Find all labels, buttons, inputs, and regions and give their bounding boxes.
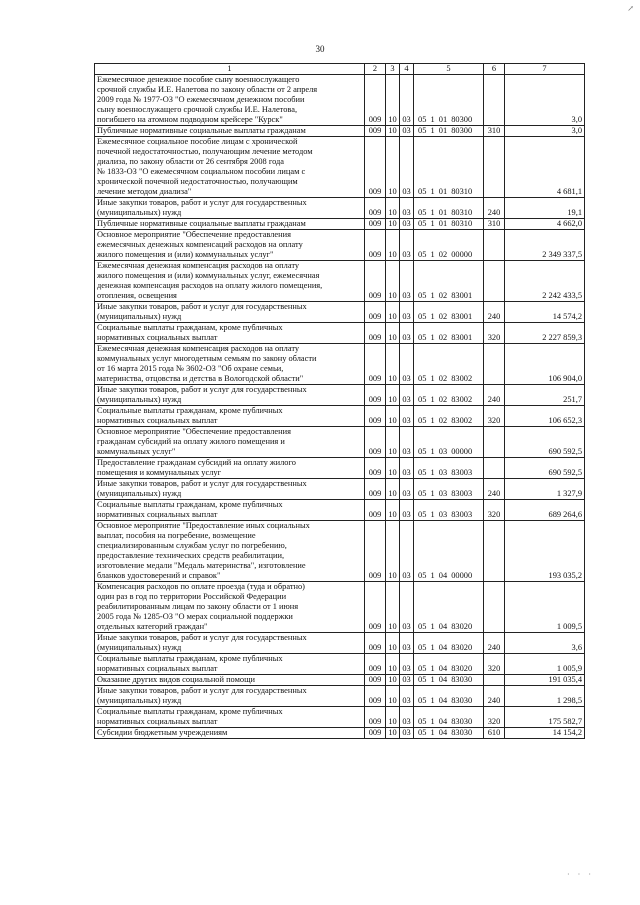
expense-type-code (484, 75, 505, 126)
subsection-code: 03 (400, 344, 414, 385)
table-row (95, 323, 585, 344)
expense-type-code: 240 (484, 302, 505, 323)
footer-mark: · · · (567, 870, 594, 879)
description-line: Иные закупки товаров, работ и услуг для государственных (97, 479, 307, 488)
section-code: 10 (386, 707, 400, 728)
table-row (95, 75, 585, 126)
amount-value: 3,0 (505, 126, 585, 137)
target-article-code: 05 1 04 83020 (414, 633, 484, 654)
subsection-code: 03 (400, 728, 414, 739)
expense-type-code (484, 521, 505, 582)
section-code: 10 (386, 75, 400, 126)
description-line: жилого помещения и (или) коммунальных услуг, ежемесячная (97, 271, 320, 280)
header-row (95, 64, 585, 75)
row-description (95, 479, 365, 500)
description-line: Ежемесячная денежная компенсация расходов на оплату (97, 344, 300, 353)
amount-value: 3,6 (505, 633, 585, 654)
row-description (95, 728, 365, 739)
table-row (95, 219, 585, 230)
ministry-code: 009 (365, 521, 386, 582)
target-article-code: 05 1 04 83020 (414, 582, 484, 633)
row-description (95, 126, 365, 137)
ministry-code: 009 (365, 686, 386, 707)
amount-value: 2 349 337,5 (505, 230, 585, 261)
row-description (95, 686, 365, 707)
ministry-code: 009 (365, 427, 386, 458)
amount-value: 4 681,1 (505, 137, 585, 198)
section-code: 10 (386, 686, 400, 707)
row-description (95, 582, 365, 633)
table-row (95, 633, 585, 654)
ministry-code: 009 (365, 385, 386, 406)
amount-value: 106 904,0 (505, 344, 585, 385)
description-line: хронической почечной недостаточностью, получающим (97, 177, 298, 186)
section-code: 10 (386, 385, 400, 406)
ministry-code: 009 (365, 406, 386, 427)
table-row (95, 261, 585, 302)
description-line: коммунальных услуг" (97, 447, 176, 456)
description-line: изготовление медали "Медаль материнства", изготовление (97, 561, 306, 570)
description-line: нормативных социальных выплат (97, 664, 218, 673)
description-line: Социальные выплаты гражданам, кроме публичных (97, 323, 283, 332)
amount-value: 1 009,5 (505, 582, 585, 633)
description-line: погибшего на атомном подводном крейсере "Курск" (97, 115, 283, 124)
subsection-code: 03 (400, 75, 414, 126)
table-row (95, 500, 585, 521)
budget-table (94, 63, 585, 739)
table-row (95, 427, 585, 458)
target-article-code: 05 1 02 83001 (414, 261, 484, 302)
description-line: гражданам субсидий на оплату жилого помещения и (97, 437, 285, 446)
target-article-code: 05 1 03 00000 (414, 427, 484, 458)
section-code: 10 (386, 137, 400, 198)
section-code: 10 (386, 406, 400, 427)
table-row (95, 137, 585, 198)
description-line: специализированным службам услуг по погребению, (97, 541, 287, 550)
target-article-code: 05 1 02 83001 (414, 323, 484, 344)
col-header-7: 7 (505, 64, 585, 75)
description-line: жилого помещения и (или) коммунальных услуг" (97, 250, 274, 259)
ministry-code: 009 (365, 675, 386, 686)
target-article-code: 05 1 01 80310 (414, 219, 484, 230)
section-code: 10 (386, 427, 400, 458)
subsection-code: 03 (400, 458, 414, 479)
table-row (95, 521, 585, 582)
table-row (95, 707, 585, 728)
row-description (95, 219, 365, 230)
amount-value: 191 035,4 (505, 675, 585, 686)
ministry-code: 009 (365, 458, 386, 479)
page-number: 30 (315, 44, 325, 54)
expense-type-code (484, 582, 505, 633)
table-row (95, 479, 585, 500)
subsection-code: 03 (400, 323, 414, 344)
target-article-code: 05 1 02 83002 (414, 344, 484, 385)
description-line: Ежемесячная денежная компенсация расходов на оплату (97, 261, 300, 270)
description-line: 2005 года № 1285-ОЗ "О мерах социальной поддержки (97, 612, 293, 621)
col-header-6: 6 (484, 64, 505, 75)
row-description (95, 406, 365, 427)
table-row (95, 686, 585, 707)
description-line: ежемесячных денежных компенсаций расходов на оплату (97, 240, 303, 249)
description-line: Ежемесячное денежное пособие сыну военнослужащего (97, 75, 300, 84)
description-line: выплат, пособия на погребение, возмещение (97, 531, 256, 540)
ministry-code: 009 (365, 582, 386, 633)
subsection-code: 03 (400, 385, 414, 406)
ministry-code: 009 (365, 500, 386, 521)
ministry-code: 009 (365, 302, 386, 323)
subsection-code: 03 (400, 230, 414, 261)
subsection-code: 03 (400, 406, 414, 427)
section-code: 10 (386, 500, 400, 521)
ministry-code: 009 (365, 219, 386, 230)
expense-type-code: 240 (484, 633, 505, 654)
description-line: Иные закупки товаров, работ и услуг для государственных (97, 385, 307, 394)
target-article-code: 05 1 01 80300 (414, 75, 484, 126)
col-header-1: 1 (95, 64, 365, 75)
row-description (95, 261, 365, 302)
description-line: Основное мероприятие "Обеспечение предоставления (97, 427, 291, 436)
amount-value: 3,0 (505, 75, 585, 126)
table-row (95, 582, 585, 633)
expense-type-code (484, 230, 505, 261)
table-row (95, 728, 585, 739)
target-article-code: 05 1 02 00000 (414, 230, 484, 261)
row-description (95, 137, 365, 198)
subsection-code: 03 (400, 707, 414, 728)
amount-value: 690 592,5 (505, 427, 585, 458)
col-header-5: 5 (414, 64, 484, 75)
table-row (95, 126, 585, 137)
table-row (95, 675, 585, 686)
section-code: 10 (386, 344, 400, 385)
description-line: Иные закупки товаров, работ и услуг для государственных (97, 686, 307, 695)
section-code: 10 (386, 323, 400, 344)
section-code: 10 (386, 582, 400, 633)
col-header-4: 4 (400, 64, 414, 75)
amount-value: 1 327,9 (505, 479, 585, 500)
expense-type-code (484, 344, 505, 385)
ministry-code: 009 (365, 126, 386, 137)
ministry-code: 009 (365, 344, 386, 385)
description-line: коммунальных услуг многодетным семьям по закону области (97, 354, 317, 363)
target-article-code: 05 1 04 83030 (414, 675, 484, 686)
table-row (95, 198, 585, 219)
section-code: 10 (386, 633, 400, 654)
description-line: один раз в год по территории Российской Федерации (97, 592, 287, 601)
row-description (95, 458, 365, 479)
subsection-code: 03 (400, 126, 414, 137)
expense-type-code (484, 458, 505, 479)
subsection-code: 03 (400, 302, 414, 323)
amount-value: 689 264,6 (505, 500, 585, 521)
expense-type-code: 320 (484, 406, 505, 427)
row-description (95, 198, 365, 219)
target-article-code: 05 1 04 83030 (414, 707, 484, 728)
description-line: (муниципальных) нужд (97, 312, 182, 321)
description-line: (муниципальных) нужд (97, 489, 182, 498)
target-article-code: 05 1 03 83003 (414, 479, 484, 500)
description-line: сыну военнослужащего срочной службы И.Е. Налетова, (97, 105, 298, 114)
description-line: материнства, отцовства и детства в Вологодской области" (97, 374, 304, 383)
table-row (95, 344, 585, 385)
description-line: Компенсация расходов по оплате проезда (туда и обратно) (97, 582, 305, 591)
description-line: Основное мероприятие "Обеспечение предоставления (97, 230, 291, 239)
description-line: Публичные нормативные социальные выплаты гражданам (97, 219, 306, 228)
description-line: Социальные выплаты гражданам, кроме публичных (97, 707, 283, 716)
amount-value: 4 662,0 (505, 219, 585, 230)
target-article-code: 05 1 04 83020 (414, 654, 484, 675)
amount-value: 14 154,2 (505, 728, 585, 739)
description-line: (муниципальных) нужд (97, 208, 182, 217)
subsection-code: 03 (400, 582, 414, 633)
ministry-code: 009 (365, 261, 386, 302)
subsection-code: 03 (400, 500, 414, 521)
expense-type-code: 240 (484, 385, 505, 406)
expense-type-code: 240 (484, 686, 505, 707)
ministry-code: 009 (365, 633, 386, 654)
section-code: 10 (386, 126, 400, 137)
target-article-code: 05 1 03 83003 (414, 458, 484, 479)
row-description (95, 323, 365, 344)
expense-type-code: 320 (484, 323, 505, 344)
description-line: бланков удостоверений и справок" (97, 571, 221, 580)
expense-type-code (484, 261, 505, 302)
target-article-code: 05 1 04 83030 (414, 728, 484, 739)
row-description (95, 675, 365, 686)
description-line: (муниципальных) нужд (97, 643, 182, 652)
amount-value: 2 242 433,5 (505, 261, 585, 302)
target-article-code: 05 1 02 83001 (414, 302, 484, 323)
row-description (95, 500, 365, 521)
description-line: Ежемесячное социальное пособие лицам с хронической (97, 137, 298, 146)
description-line: Социальные выплаты гражданам, кроме публичных (97, 406, 283, 415)
expense-type-code (484, 137, 505, 198)
description-line: Основное мероприятие "Предоставление иных социальных (97, 521, 310, 530)
target-article-code: 05 1 02 83002 (414, 385, 484, 406)
subsection-code: 03 (400, 675, 414, 686)
row-description (95, 633, 365, 654)
description-line: нормативных социальных выплат (97, 717, 218, 726)
description-line: денежная компенсация расходов на оплату жилого помещения, (97, 281, 323, 290)
subsection-code: 03 (400, 261, 414, 302)
amount-value: 2 227 859,3 (505, 323, 585, 344)
description-line: 2009 года № 1977-ОЗ "О ежемесячном денежном пособии (97, 95, 305, 104)
target-article-code: 05 1 04 83030 (414, 686, 484, 707)
subsection-code: 03 (400, 479, 414, 500)
table-row (95, 302, 585, 323)
row-description (95, 302, 365, 323)
ministry-code: 009 (365, 728, 386, 739)
description-line: (муниципальных) нужд (97, 696, 182, 705)
amount-value: 1 005,9 (505, 654, 585, 675)
section-code: 10 (386, 219, 400, 230)
section-code: 10 (386, 230, 400, 261)
target-article-code: 05 1 03 83003 (414, 500, 484, 521)
subsection-code: 03 (400, 686, 414, 707)
description-line: Оказание других видов социальной помощи (97, 675, 255, 684)
description-line: Предоставление гражданам субсидий на оплату жилого (97, 458, 296, 467)
description-line: лечение методом диализа" (97, 187, 192, 196)
expense-type-code: 310 (484, 219, 505, 230)
subsection-code: 03 (400, 137, 414, 198)
amount-value: 175 582,7 (505, 707, 585, 728)
section-code: 10 (386, 302, 400, 323)
description-line: диализа, по закону области от 26 сентября 2008 года (97, 157, 284, 166)
col-header-3: 3 (386, 64, 400, 75)
expense-type-code (484, 427, 505, 458)
expense-type-code: 240 (484, 479, 505, 500)
subsection-code: 03 (400, 198, 414, 219)
description-line: (муниципальных) нужд (97, 395, 182, 404)
description-line: нормативных социальных выплат (97, 510, 218, 519)
expense-type-code: 320 (484, 654, 505, 675)
expense-type-code: 610 (484, 728, 505, 739)
section-code: 10 (386, 728, 400, 739)
col-header-2: 2 (365, 64, 386, 75)
subsection-code: 03 (400, 633, 414, 654)
subsection-code: 03 (400, 219, 414, 230)
target-article-code: 05 1 01 80310 (414, 137, 484, 198)
description-line: срочной службы И.Е. Налетова по закону области от 2 апреля (97, 85, 318, 94)
target-article-code: 05 1 01 80300 (414, 126, 484, 137)
subsection-code: 03 (400, 521, 414, 582)
target-article-code: 05 1 02 83002 (414, 406, 484, 427)
description-line: Социальные выплаты гражданам, кроме публичных (97, 654, 283, 663)
expense-type-code: 310 (484, 126, 505, 137)
ministry-code: 009 (365, 323, 386, 344)
section-code: 10 (386, 261, 400, 302)
section-code: 10 (386, 479, 400, 500)
description-line: от 16 марта 2015 года № 3602-ОЗ "Об охране семьи, (97, 364, 284, 373)
row-description (95, 654, 365, 675)
amount-value: 690 592,5 (505, 458, 585, 479)
row-description (95, 75, 365, 126)
ministry-code: 009 (365, 230, 386, 261)
description-line: Публичные нормативные социальные выплаты гражданам (97, 126, 306, 135)
table-row (95, 654, 585, 675)
table-row (95, 458, 585, 479)
section-code: 10 (386, 458, 400, 479)
amount-value: 14 574,2 (505, 302, 585, 323)
target-article-code: 05 1 01 80310 (414, 198, 484, 219)
section-code: 10 (386, 198, 400, 219)
description-line: Социальные выплаты гражданам, кроме публичных (97, 500, 283, 509)
description-line: помещения и коммунальных услуг (97, 468, 222, 477)
ministry-code: 009 (365, 707, 386, 728)
section-code: 10 (386, 521, 400, 582)
ministry-code: 009 (365, 75, 386, 126)
ministry-code: 009 (365, 654, 386, 675)
description-line: почечной недостаточностью, получающим лечение методом (97, 147, 313, 156)
row-description (95, 521, 365, 582)
subsection-code: 03 (400, 427, 414, 458)
section-code: 10 (386, 675, 400, 686)
ministry-code: 009 (365, 137, 386, 198)
table-row (95, 230, 585, 261)
amount-value: 19,1 (505, 198, 585, 219)
row-description (95, 344, 365, 385)
row-description (95, 385, 365, 406)
amount-value: 106 652,3 (505, 406, 585, 427)
description-line: № 1833-ОЗ "О ежемесячном социальном пособии лицам с (97, 167, 306, 176)
corner-mark: ↗ (627, 4, 634, 13)
row-description (95, 707, 365, 728)
description-line: отдельных категорий граждан" (97, 622, 208, 631)
description-line: Иные закупки товаров, работ и услуг для государственных (97, 198, 307, 207)
description-line: Субсидии бюджетным учреждениям (97, 728, 228, 737)
expense-type-code: 320 (484, 500, 505, 521)
expense-type-code: 320 (484, 707, 505, 728)
description-line: Иные закупки товаров, работ и услуг для государственных (97, 633, 307, 642)
expense-type-code: 240 (484, 198, 505, 219)
description-line: Иные закупки товаров, работ и услуг для государственных (97, 302, 307, 311)
table-row (95, 406, 585, 427)
section-code: 10 (386, 654, 400, 675)
expense-type-code (484, 675, 505, 686)
row-description (95, 427, 365, 458)
ministry-code: 009 (365, 479, 386, 500)
amount-value: 193 035,2 (505, 521, 585, 582)
amount-value: 1 298,5 (505, 686, 585, 707)
description-line: нормативных социальных выплат (97, 416, 218, 425)
ministry-code: 009 (365, 198, 386, 219)
description-line: нормативных социальных выплат (97, 333, 218, 342)
table-row (95, 385, 585, 406)
description-line: отопления, освещения (97, 291, 177, 300)
subsection-code: 03 (400, 654, 414, 675)
description-line: реабилитированным лицам по закону области от 1 июня (97, 602, 299, 611)
amount-value: 251,7 (505, 385, 585, 406)
row-description (95, 230, 365, 261)
target-article-code: 05 1 04 00000 (414, 521, 484, 582)
description-line: предоставление технических средств реабилитации, (97, 551, 285, 560)
